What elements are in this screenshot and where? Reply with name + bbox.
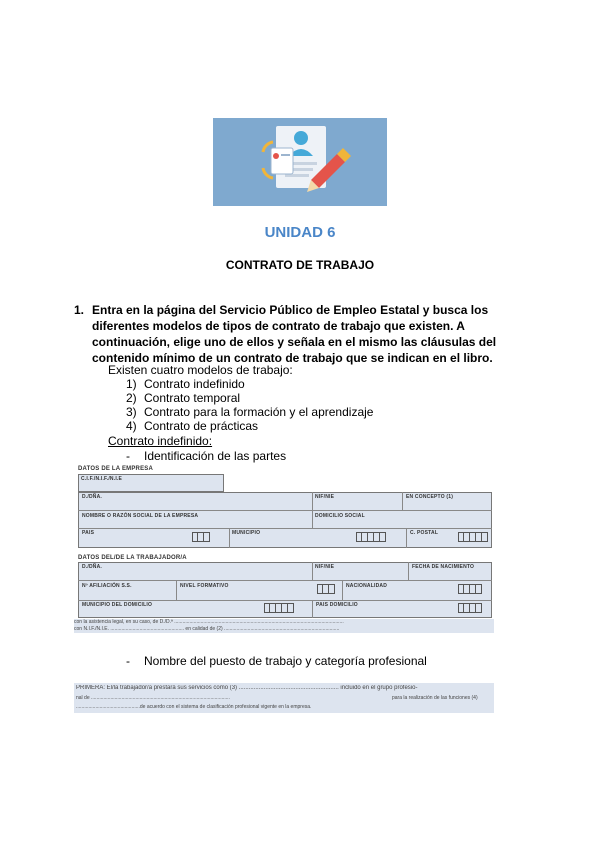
- bullet-item: [126, 449, 287, 464]
- worker-nif-label: NIF/NIE: [315, 564, 335, 570]
- list-item-number: 1): [126, 377, 137, 391]
- municipio-label: MUNICIPIO: [232, 530, 261, 536]
- contract-illustration-icon: [213, 118, 387, 206]
- company-grid: [78, 492, 492, 548]
- list-item-label: Contrato temporal: [144, 391, 241, 405]
- list-item-label: Contrato de prácticas: [144, 419, 259, 433]
- nacionalidad-cells: [458, 584, 482, 594]
- razon-social-label: NOMBRE O RAZÓN SOCIAL DE LA EMPRESA: [82, 513, 199, 519]
- pais-code-cells: [192, 532, 210, 542]
- models-intro: Existen cuatro modelos de trabajo:: [108, 363, 293, 377]
- pais-domicilio-cells: [458, 603, 482, 613]
- company-section-title: DATOS DE LA EMPRESA: [78, 466, 154, 472]
- unit-title: UNIDAD 6: [264, 224, 336, 241]
- cif-label: C.I.F./N.I.F./N.I.E: [81, 476, 123, 482]
- cpostal-code-cells: [458, 532, 488, 542]
- pais-label: PAIS: [82, 530, 95, 536]
- company-nif-label: NIF/NIE: [315, 494, 335, 500]
- question-number: 1.: [74, 303, 85, 317]
- list-item-number: 2): [126, 391, 137, 405]
- nacionalidad-label: NACIONALIDAD: [346, 583, 388, 589]
- worker-dna-label: D./DÑA.: [82, 564, 103, 570]
- afiliacion-label: Nº AFILIACIÓN S.S.: [82, 583, 132, 589]
- nif-calidad-line: con N.I.F./N.I.E. ..................................................... en calidad de (2) ...................................................................................: [74, 626, 494, 633]
- domicilio-social-label: DOMICILIO SOCIAL: [315, 513, 365, 519]
- header-illustration: [213, 118, 387, 206]
- page-subtitle: CONTRATO DE TRABAJO: [225, 258, 375, 272]
- list-item-number: 4): [126, 419, 137, 433]
- contract-form-excerpt: [74, 464, 494, 634]
- nivel-formativo-label: NIVEL FORMATIVO: [180, 583, 229, 589]
- worker-section-title: DATOS DEL/DE LA TRABAJADOR/A: [78, 555, 187, 561]
- municipio-domicilio-cells: [264, 603, 294, 613]
- bullet-text: Identificación de las partes: [144, 449, 287, 463]
- cpostal-label: C. POSTAL: [410, 530, 439, 536]
- clause-grupo-line: nal de ....................................................................................................: [76, 695, 230, 701]
- list-item-label: Contrato indefinido: [144, 377, 245, 391]
- bullet-dash: -: [126, 449, 130, 463]
- municipio-domicilio-label: MUNICIPIO DEL DOMICILIO: [82, 602, 153, 608]
- list-item: [126, 391, 241, 405]
- list-item: [126, 405, 374, 419]
- clause-excerpt: [74, 683, 494, 719]
- fecha-nacimiento-label: FECHA DE NACIMIENTO: [412, 564, 475, 570]
- legal-assistance-line: con la asistencia legal, en su caso, de D./D.ª ..........................................................................................................................: [74, 619, 494, 626]
- cif-field: [78, 474, 224, 492]
- clause-funciones-label: para la realización de las funciones (4): [392, 695, 478, 701]
- concepto-label: EN CONCEPTO (1): [406, 494, 454, 500]
- municipio-code-cells: [356, 532, 386, 542]
- pais-domicilio-label: PAIS DOMICILIO: [316, 602, 358, 608]
- question-block: [74, 302, 512, 366]
- list-item: [126, 377, 245, 391]
- section-heading: Contrato indefinido:: [108, 434, 213, 448]
- company-dna-label: D./DÑA.: [82, 494, 103, 500]
- bullet-dash: -: [126, 654, 130, 668]
- nivel-formativo-cells: [317, 584, 335, 594]
- clause-primera-line: PRIMERA: El/la trabajador/a prestará sus servicios como (3) ............................................................ incluido en el grupo profesio-: [76, 685, 418, 691]
- clause-clasificacion-line: ..............................................de acuerdo con el sistema de clasificación profesional vigente en la empresa.: [76, 704, 312, 710]
- list-item-label: Contrato para la formación y el aprendizaje: [144, 405, 374, 419]
- list-item-number: 3): [126, 405, 137, 419]
- bullet-item: [126, 654, 427, 669]
- list-item: [126, 419, 259, 433]
- question-text: Entra en la página del Servicio Público de Empleo Estatal y busca los diferentes modelos de tipos de contrato de trabajo que existen. A continuación, elige uno de ellos y señala en el mismo las cláusulas del contenido mínimo de un contrato de trabajo que se indican en el libro.: [92, 303, 497, 365]
- bullet-text: Nombre del puesto de trabajo y categoría profesional: [144, 654, 427, 668]
